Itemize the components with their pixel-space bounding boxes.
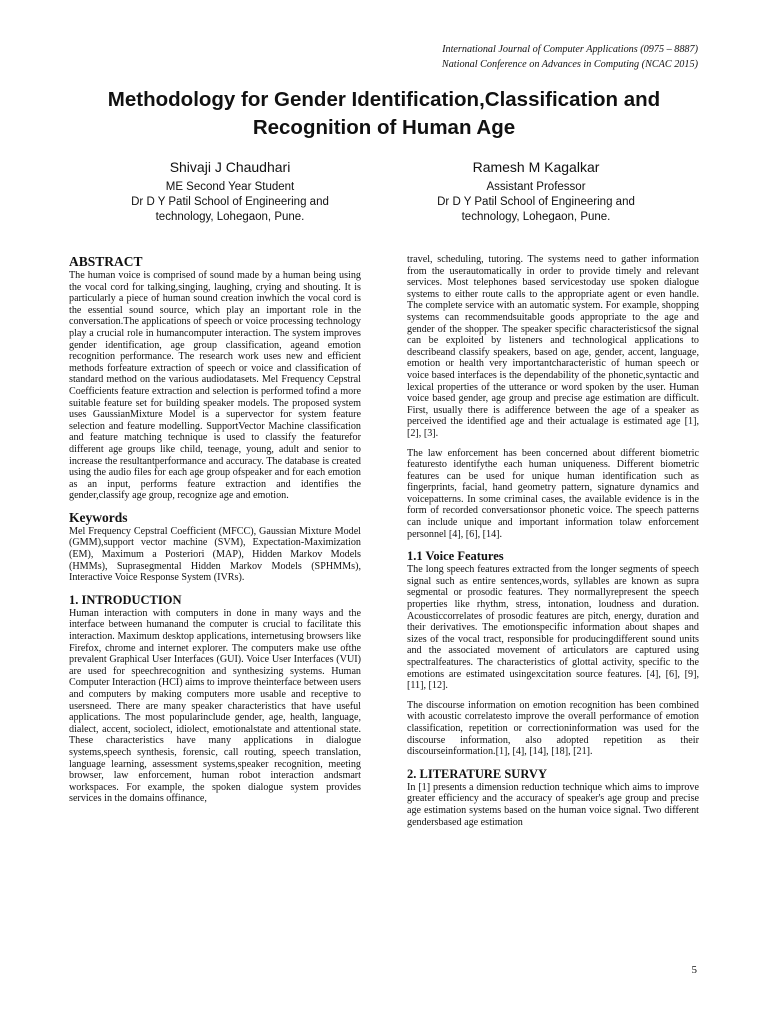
author-role: Assistant Professor	[486, 181, 586, 193]
voice-features-paragraph-1: The long speech features extracted from the longer segments of speech signal such as entire sentences,words, syllables are known as supra segmental or prosodic features. They normallyrepresent the speech properties like rhythm, stress, intonation, loudness and duration. Acousticcorrelates of prosodic features are pitch, energy, duration and their derivatives. The emotionspecific information about shapes and sizes of the vocal tract, responsible for producingdifferent sound units and the associated movement of articulators are captured using spectralfeatures. The characteristics of glottal activity, specific to the emotions are estimated usingexcitation source features. [4], [6], [9], [11], [12].	[407, 564, 699, 692]
author-role: ME Second Year Student	[165, 181, 295, 193]
page-number: 5	[691, 964, 697, 976]
author-location: technology, Lohegaon, Pune.	[461, 211, 611, 223]
journal-name: International Journal of Computer Applications (0975 – 8887)	[442, 44, 698, 55]
literature-heading: 2. LITERATURE SURVY	[407, 766, 547, 781]
abstract-text: The human voice is comprised of sound made by a human being using the vocal cord for talking,singing, laughing, crying and shouting. It is particularly a piece of human sound creation inwhich the vocal cord is the essential sound source, which play an important role in the conversation.The applications of speech or voice processing technology play a crucial role in humancomputer interaction. The system improves gender identification, age group classification, ageand emotion recognition performance. The research work uses new and efficient methods forfeature extraction of speech or voice and classification of standard method on the various audiodatasets. Mel Frequency Cepstral Coefficients feature extraction and selection is performed tofind a more suitable feature set for building speaker models. The proposed system uses GaussianMixture Model is a supervector for system feature selection and feature modelling. SupportVector Machine classification and feature matching technique is used to classify the featurefor different age groups like child, teenage, young, adult and senior to increase the resultantperformance and accuracy. The database is created using the audio files for each age group ofspeaker and for each emotion as an input, performs feature extraction and identifies the gender,classify age group, recognize age and emotion.	[69, 270, 361, 502]
title-line-2: Recognition of Human Age	[252, 116, 516, 139]
voice-features-paragraph-2: The discourse information on emotion recognition has been combined with acoustic correlatesto improve the overall performance of emotion classification, repetition or correctioninformation was used for the discourse information, also adopted repetition as their discourseinformation.[1], [4], [14], [18], [21].	[407, 699, 699, 758]
introduction-heading: 1. INTRODUCTION	[69, 592, 182, 607]
conference-name: National Conference on Advances in Computing (NCAC 2015)	[441, 59, 698, 70]
abstract-heading: ABSTRACT	[69, 254, 143, 269]
voice-features-heading: 1.1 Voice Features	[407, 549, 504, 564]
author-block	[376, 157, 696, 225]
page-header	[442, 42, 698, 72]
literature-text: In [1] presents a dimension reduction technique which aims to improve greater efficiency and the accuracy of speaker's age group and precise age estimation systems based on the human voice signal. Two different gendersbased age estimation	[407, 781, 699, 828]
author-affiliation: Dr D Y Patil School of Engineering and	[437, 196, 635, 208]
author-affiliation: Dr D Y Patil School of Engineering and	[131, 196, 329, 208]
introduction-continued: travel, scheduling, tutoring. The systems need to gather information from the userautomatically in order to provide timely and relevant services. Most telephones based servicestoday use spoken dialogue systems to either route calls to the appropriate agent or even handle. The complete service with an automatic system. For example, shopping systems can recommendsuitable goods appropriate to the age and gender of the shopper. The speaker specific characteristicsof the signal can be exploited by listeners and technological applications to describeand classify speakers, based on age, gender, accent, language, emotion or health very importantcharacteristic of human speech or voice based interfaces is the dependability of the phonetic,syntactic and lexical properties of the utterance or word spoken by the user. Human voice based gender, age group and precise age estimation are difficult. First, usually there is adifference between the age of a speaker as perceived the identified age and their actualage is estimated age [1], [2], [3].	[407, 254, 699, 439]
author-name: Shivaji J Chaudhari	[169, 159, 291, 175]
left-column	[69, 254, 361, 813]
keywords-heading: Keywords	[69, 509, 128, 525]
introduction-text: Human interaction with computers in done in many ways and the interface between humanand the computer is crucial to facilitate this interaction. Maximum desktop applications, internetusing browsers like Firefox, chrome and internet explorer. The computers make use ofthe prevalent Graphical User Interfaces (GUI). Voice User Interfaces (VUI) are used for speechrecognition and synthesizing systems. Human Computer Interaction (HCI) aims to improve theinterface between users and computers by making computers more usable and receptive to usersneed. There are many speaker characteristics that have useful applications. The most popularinclude gender, age, health, language, dialect, accent, sociolect, idiolect, emotionalstate and attentional state. These characteristics have many applications in dialogue systems,speech synthesis, forensic, call routing, speech translation, language learning, assessment systems,speaker recognition, meeting browser, law enforcement, human robot interaction andsmart workspaces. For example, the spoken dialogue system provides services in the domains offinance,	[69, 607, 361, 805]
introduction-paragraph-2: The law enforcement has been concerned about different biometric featuresto identifythe each human uniqueness. Different biometric features can be used for unique human identification such as fingerprints, facial, hand geometry pattern, signature dynamics and voicepatterns. In some criminal cases, the available evidence is in the form of recorded conversationsor phonetic voice. The speech patterns can include unique and important information tolaw enforcement personnel [4], [6], [14].	[407, 447, 699, 540]
keywords-text: Mel Frequency Cepstral Coefficient (MFCC), Gaussian Mixture Model (GMM),support vector machine (SVM), Expectation-Maximization (EM), Maximum a Posteriori (MAP), Hidden Markov Models (HMMs), Suprasegmental Hidden Markov Models (SPHMMs), Interactive Voice Response System (IVRs).	[69, 525, 361, 584]
author-name: Ramesh M Kagalkar	[472, 159, 600, 175]
paper-title	[40, 86, 728, 142]
title-line-1: Methodology for Gender Identification,Classification and	[107, 88, 661, 111]
right-column	[407, 254, 699, 836]
author-location: technology, Lohegaon, Pune.	[155, 211, 305, 223]
author-block	[70, 157, 390, 225]
